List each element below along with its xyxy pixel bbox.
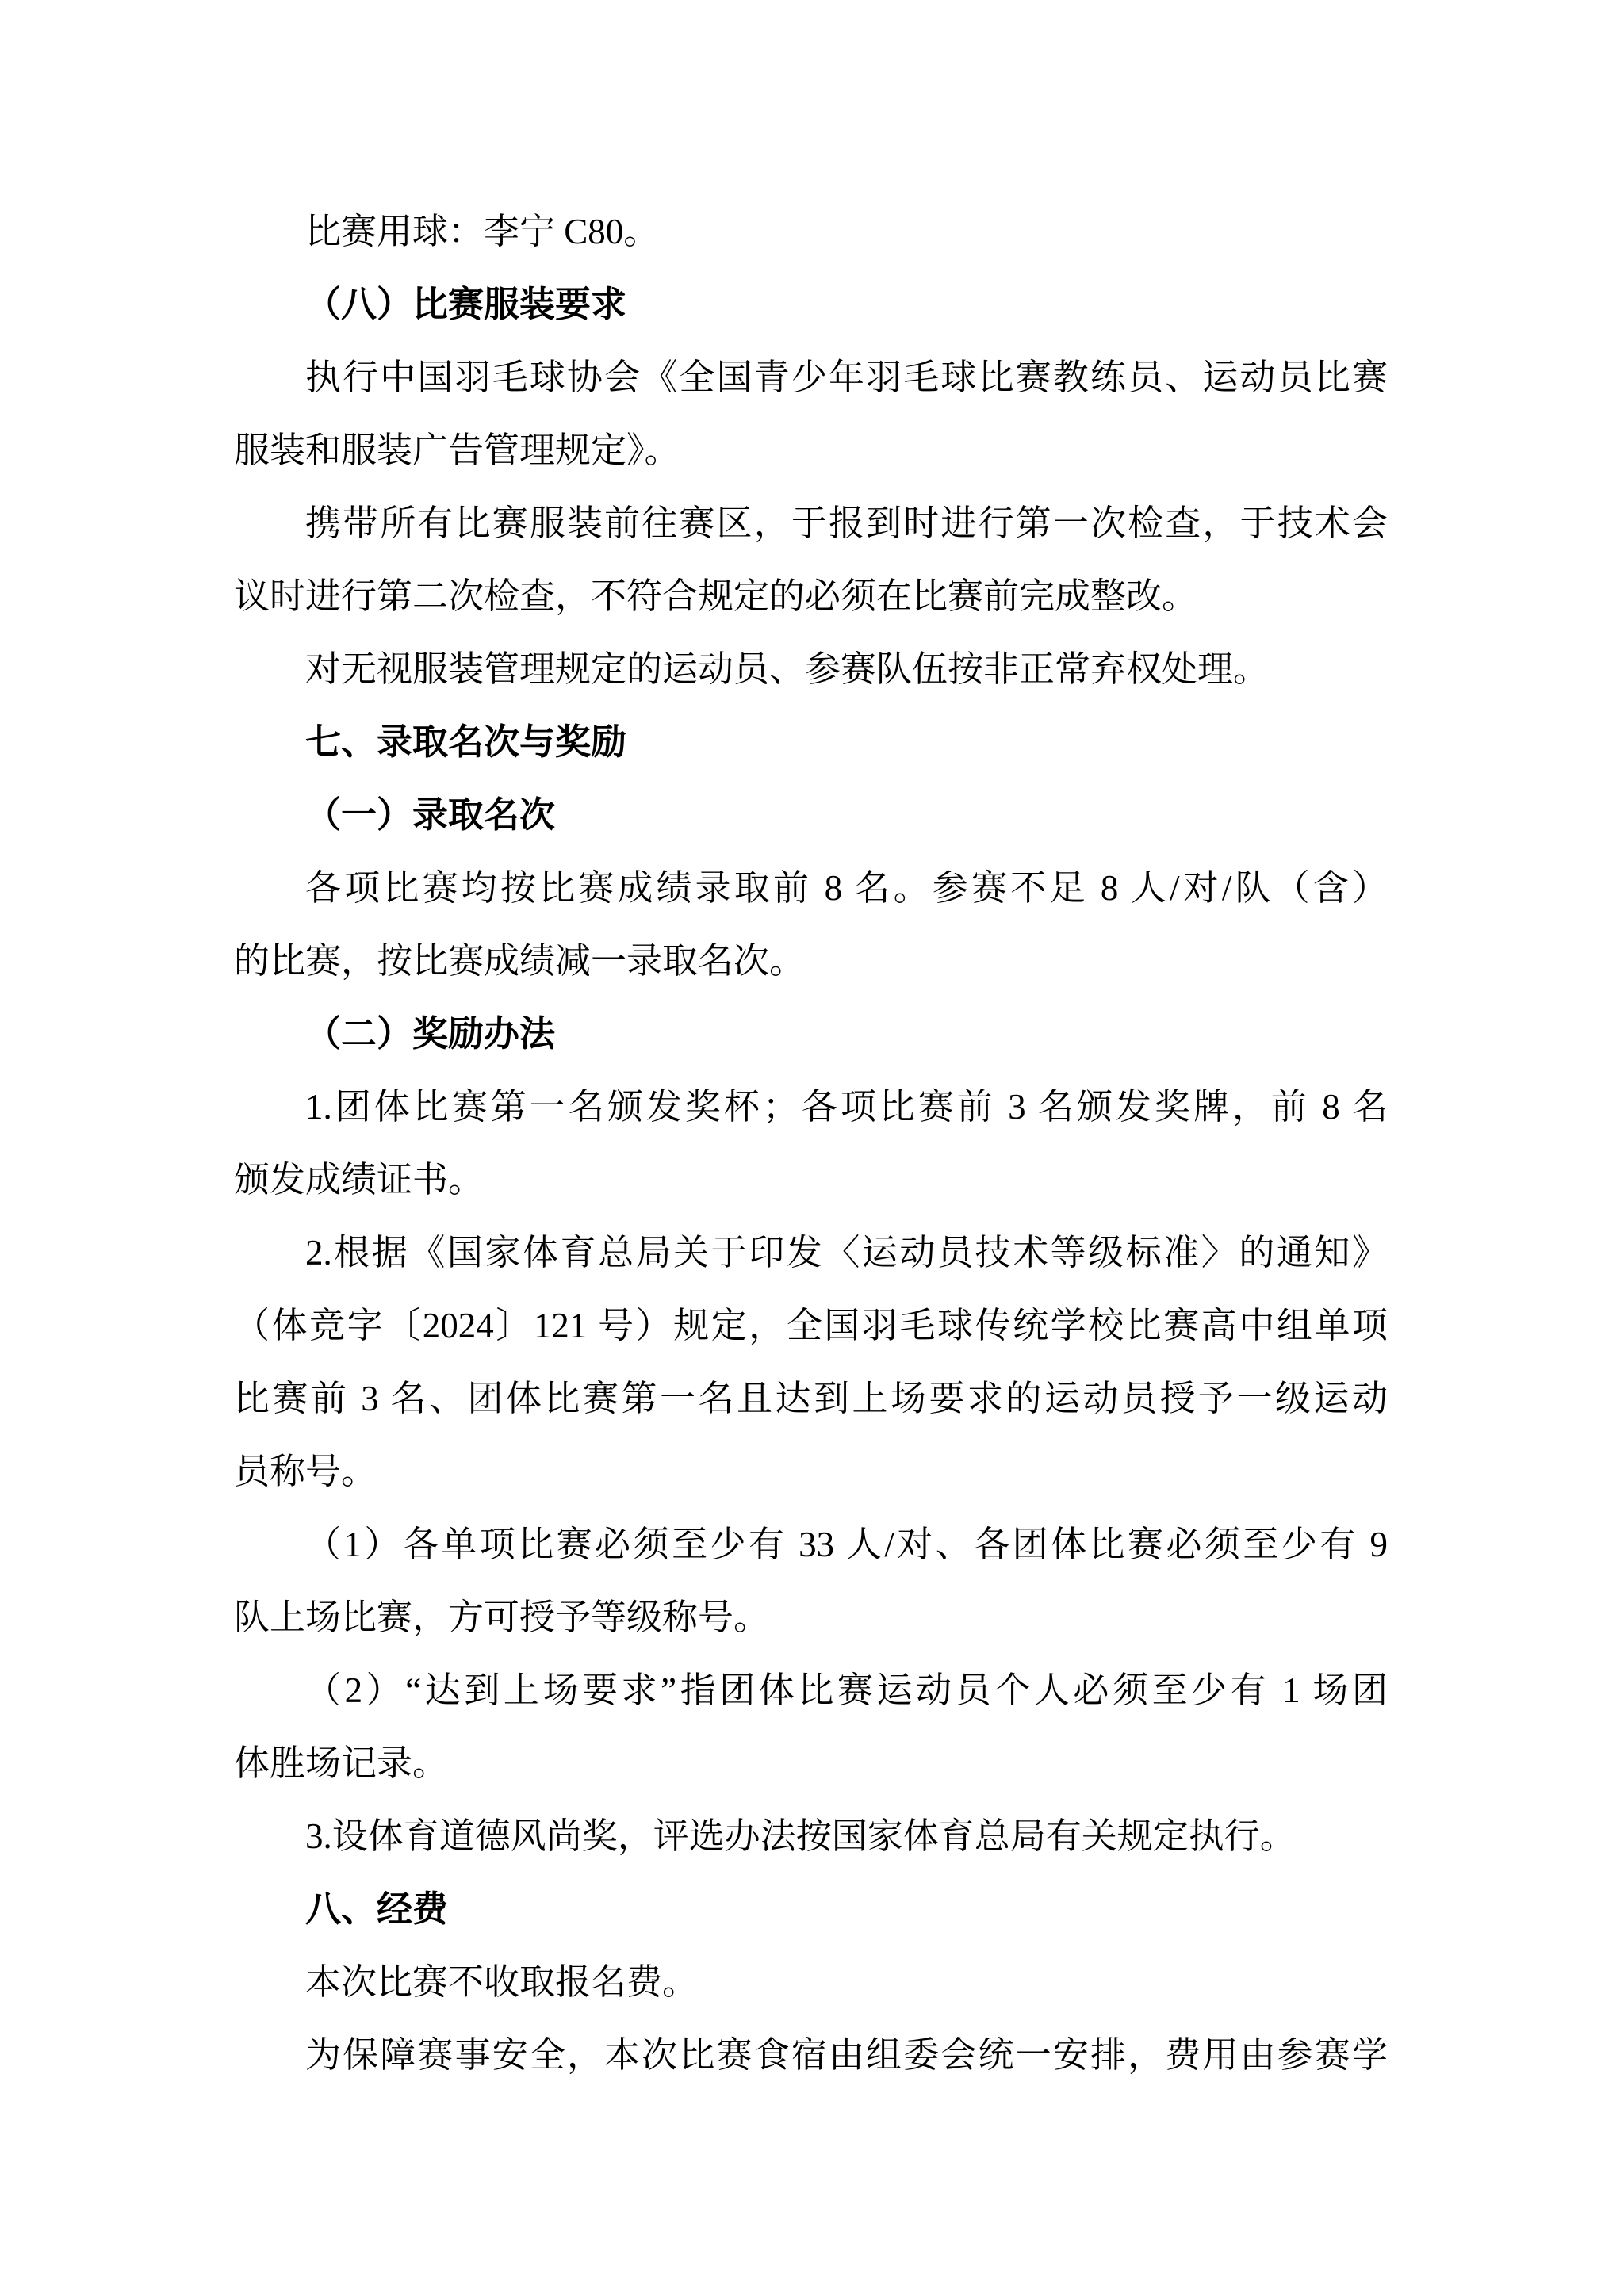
doc-line: 对无视服装管理规定的运动员、参赛队伍按非正常弃权处理。 <box>305 649 1270 689</box>
doc-line: （1）各单项比赛必须至少有 33 人/对、各团体比赛必须至少有 9 <box>305 1525 1388 1564</box>
doc-line: 比赛用球：李宁 C80。 <box>305 212 660 251</box>
doc-line: 队上场比赛，方可授予等级称号。 <box>234 1598 770 1637</box>
doc-line: 议时进行第二次检查，不符合规定的必须在比赛前完成整改。 <box>234 576 1198 616</box>
subsection-heading: （八）比赛服装要求 <box>305 285 627 324</box>
document-body <box>234 195 1388 2091</box>
doc-line: 各项比赛均按比赛成绩录取前 8 名。参赛不足 8 人/对/队（含） <box>305 868 1388 908</box>
section-heading: 七、录取名次与奖励 <box>305 721 627 762</box>
doc-line: 3.设体育道德风尚奖，评选办法按国家体育总局有关规定执行。 <box>305 1816 1296 1856</box>
doc-line: 为保障赛事安全，本次比赛食宿由组委会统一安排，费用由参赛学 <box>305 2035 1388 2075</box>
subsection-heading: （一）录取名次 <box>305 795 556 835</box>
doc-line: 比赛前 3 名、团体比赛第一名且达到上场要求的运动员授予一级运动 <box>234 1379 1388 1418</box>
doc-line: 2.根据《国家体育总局关于印发〈运动员技术等级标准〉的通知》 <box>305 1233 1388 1272</box>
doc-line: 的比赛，按比赛成绩减一录取名次。 <box>234 941 806 981</box>
doc-line: 执行中国羽毛球协会《全国青少年羽毛球比赛教练员、运动员比赛 <box>305 358 1388 397</box>
doc-line: 员称号。 <box>234 1452 377 1491</box>
doc-line: 体胜场记录。 <box>234 1743 449 1783</box>
doc-line: 1.团体比赛第一名颁发奖杯；各项比赛前 3 名颁发奖牌，前 8 名 <box>305 1087 1388 1127</box>
section-heading: 八、经费 <box>305 1888 449 1929</box>
doc-line: 携带所有比赛服装前往赛区，于报到时进行第一次检查，于技术会 <box>305 503 1388 543</box>
doc-line: 本次比赛不收取报名费。 <box>305 1962 699 2002</box>
doc-line: （体竞字〔2024〕121 号）规定，全国羽毛球传统学校比赛高中组单项 <box>234 1306 1388 1345</box>
doc-line: 颁发成绩证书。 <box>234 1160 485 1200</box>
doc-line: 服装和服装广告管理规定》。 <box>234 430 680 470</box>
doc-line: （2）“达到上场要求”指团体比赛运动员个人必须至少有 1 场团 <box>305 1670 1388 1710</box>
subsection-heading: （二）奖励办法 <box>305 1014 556 1054</box>
